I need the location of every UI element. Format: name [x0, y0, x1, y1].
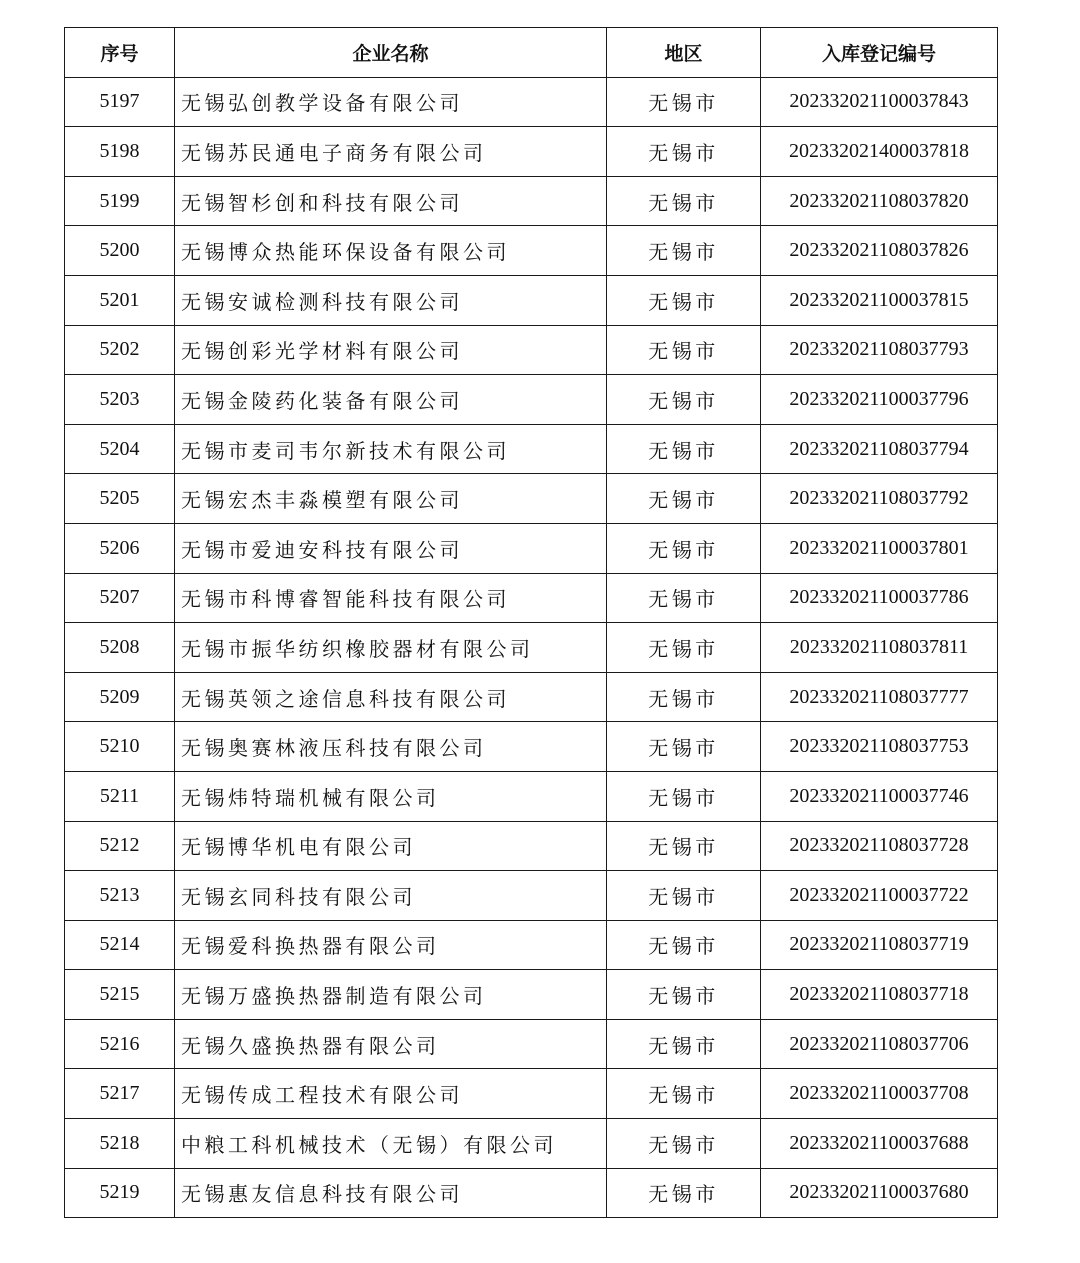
region-cell: 无锡市: [607, 275, 761, 325]
registration-number-cell: 202332021108037728: [761, 821, 998, 871]
table-row: [65, 1119, 998, 1169]
serial-number-cell: 5218: [65, 1119, 175, 1169]
registration-number-cell: 202332021100037801: [761, 523, 998, 573]
table-row: [65, 474, 998, 524]
company-name-cell: 无锡惠友信息科技有限公司: [175, 1168, 607, 1218]
registration-number-cell: 202332021108037793: [761, 325, 998, 375]
serial-number-cell: 5210: [65, 722, 175, 772]
company-name-cell: 无锡苏民通电子商务有限公司: [175, 127, 607, 177]
region-cell: 无锡市: [607, 871, 761, 921]
company-name-cell: 无锡市麦司韦尔新技术有限公司: [175, 424, 607, 474]
serial-number-cell: 5215: [65, 970, 175, 1020]
registration-number-cell: 202332021100037680: [761, 1168, 998, 1218]
company-name-cell: 无锡安诚检测科技有限公司: [175, 275, 607, 325]
region-cell: 无锡市: [607, 226, 761, 276]
registration-number-cell: 202332021100037722: [761, 871, 998, 921]
table-row: [65, 871, 998, 921]
header-region: 地区: [607, 28, 761, 78]
registration-number-cell: 202332021100037786: [761, 573, 998, 623]
registration-number-cell: 202332021108037718: [761, 970, 998, 1020]
table-row: [65, 523, 998, 573]
company-name-cell: 中粮工科机械技术（无锡）有限公司: [175, 1119, 607, 1169]
region-cell: 无锡市: [607, 375, 761, 425]
table-body: [65, 77, 998, 1218]
table-row: [65, 275, 998, 325]
region-cell: 无锡市: [607, 623, 761, 673]
region-cell: 无锡市: [607, 672, 761, 722]
region-cell: 无锡市: [607, 523, 761, 573]
serial-number-cell: 5208: [65, 623, 175, 673]
table-row: [65, 127, 998, 177]
table-row: [65, 1069, 998, 1119]
registration-number-cell: 202332021400037818: [761, 127, 998, 177]
region-cell: 无锡市: [607, 176, 761, 226]
serial-number-cell: 5213: [65, 871, 175, 921]
header-serial-number: 序号: [65, 28, 175, 78]
region-cell: 无锡市: [607, 1019, 761, 1069]
table-row: [65, 375, 998, 425]
company-name-cell: 无锡智杉创和科技有限公司: [175, 176, 607, 226]
serial-number-cell: 5207: [65, 573, 175, 623]
serial-number-cell: 5199: [65, 176, 175, 226]
header-company-name: 企业名称: [175, 28, 607, 78]
company-name-cell: 无锡市爱迪安科技有限公司: [175, 523, 607, 573]
registration-number-cell: 202332021100037688: [761, 1119, 998, 1169]
company-name-cell: 无锡市科博睿智能科技有限公司: [175, 573, 607, 623]
table-row: [65, 623, 998, 673]
region-cell: 无锡市: [607, 1069, 761, 1119]
header-registration-number: 入库登记编号: [761, 28, 998, 78]
company-name-cell: 无锡英领之途信息科技有限公司: [175, 672, 607, 722]
serial-number-cell: 5216: [65, 1019, 175, 1069]
table-row: [65, 424, 998, 474]
company-name-cell: 无锡万盛换热器制造有限公司: [175, 970, 607, 1020]
enterprise-registry-table: [64, 27, 998, 1218]
table-row: [65, 176, 998, 226]
table-row: [65, 920, 998, 970]
registration-number-cell: 202332021108037777: [761, 672, 998, 722]
company-name-cell: 无锡奥赛林液压科技有限公司: [175, 722, 607, 772]
table-row: [65, 722, 998, 772]
region-cell: 无锡市: [607, 771, 761, 821]
company-name-cell: 无锡炜特瑞机械有限公司: [175, 771, 607, 821]
region-cell: 无锡市: [607, 1168, 761, 1218]
table-row: [65, 573, 998, 623]
region-cell: 无锡市: [607, 821, 761, 871]
serial-number-cell: 5200: [65, 226, 175, 276]
region-cell: 无锡市: [607, 474, 761, 524]
registration-number-cell: 202332021100037815: [761, 275, 998, 325]
company-name-cell: 无锡博众热能环保设备有限公司: [175, 226, 607, 276]
table-row: [65, 672, 998, 722]
table-row: [65, 970, 998, 1020]
serial-number-cell: 5219: [65, 1168, 175, 1218]
table-row: [65, 226, 998, 276]
serial-number-cell: 5202: [65, 325, 175, 375]
company-name-cell: 无锡弘创教学设备有限公司: [175, 77, 607, 127]
company-name-cell: 无锡创彩光学材料有限公司: [175, 325, 607, 375]
region-cell: 无锡市: [607, 77, 761, 127]
registration-number-cell: 202332021100037843: [761, 77, 998, 127]
table-header: [65, 28, 998, 78]
region-cell: 无锡市: [607, 325, 761, 375]
serial-number-cell: 5214: [65, 920, 175, 970]
registration-number-cell: 202332021108037794: [761, 424, 998, 474]
company-name-cell: 无锡久盛换热器有限公司: [175, 1019, 607, 1069]
region-cell: 无锡市: [607, 127, 761, 177]
registration-number-cell: 202332021108037753: [761, 722, 998, 772]
serial-number-cell: 5198: [65, 127, 175, 177]
region-cell: 无锡市: [607, 970, 761, 1020]
registration-number-cell: 202332021108037820: [761, 176, 998, 226]
region-cell: 无锡市: [607, 920, 761, 970]
table-row: [65, 1019, 998, 1069]
company-name-cell: 无锡爱科换热器有限公司: [175, 920, 607, 970]
serial-number-cell: 5209: [65, 672, 175, 722]
registration-number-cell: 202332021100037796: [761, 375, 998, 425]
company-name-cell: 无锡传成工程技术有限公司: [175, 1069, 607, 1119]
table-row: [65, 1168, 998, 1218]
company-name-cell: 无锡博华机电有限公司: [175, 821, 607, 871]
table-row: [65, 77, 998, 127]
registration-number-cell: 202332021108037811: [761, 623, 998, 673]
table-row: [65, 325, 998, 375]
serial-number-cell: 5205: [65, 474, 175, 524]
company-name-cell: 无锡市振华纺织橡胶器材有限公司: [175, 623, 607, 673]
serial-number-cell: 5212: [65, 821, 175, 871]
registration-number-cell: 202332021108037719: [761, 920, 998, 970]
serial-number-cell: 5203: [65, 375, 175, 425]
company-name-cell: 无锡宏杰丰淼模塑有限公司: [175, 474, 607, 524]
serial-number-cell: 5201: [65, 275, 175, 325]
header-row: [65, 28, 998, 78]
table-row: [65, 771, 998, 821]
region-cell: 无锡市: [607, 424, 761, 474]
serial-number-cell: 5211: [65, 771, 175, 821]
registration-number-cell: 202332021108037792: [761, 474, 998, 524]
serial-number-cell: 5206: [65, 523, 175, 573]
registration-number-cell: 202332021100037746: [761, 771, 998, 821]
region-cell: 无锡市: [607, 1119, 761, 1169]
registration-number-cell: 202332021100037708: [761, 1069, 998, 1119]
table-row: [65, 821, 998, 871]
company-name-cell: 无锡金陵药化装备有限公司: [175, 375, 607, 425]
serial-number-cell: 5197: [65, 77, 175, 127]
region-cell: 无锡市: [607, 573, 761, 623]
serial-number-cell: 5217: [65, 1069, 175, 1119]
serial-number-cell: 5204: [65, 424, 175, 474]
region-cell: 无锡市: [607, 722, 761, 772]
registration-number-cell: 202332021108037706: [761, 1019, 998, 1069]
registration-number-cell: 202332021108037826: [761, 226, 998, 276]
company-name-cell: 无锡玄同科技有限公司: [175, 871, 607, 921]
